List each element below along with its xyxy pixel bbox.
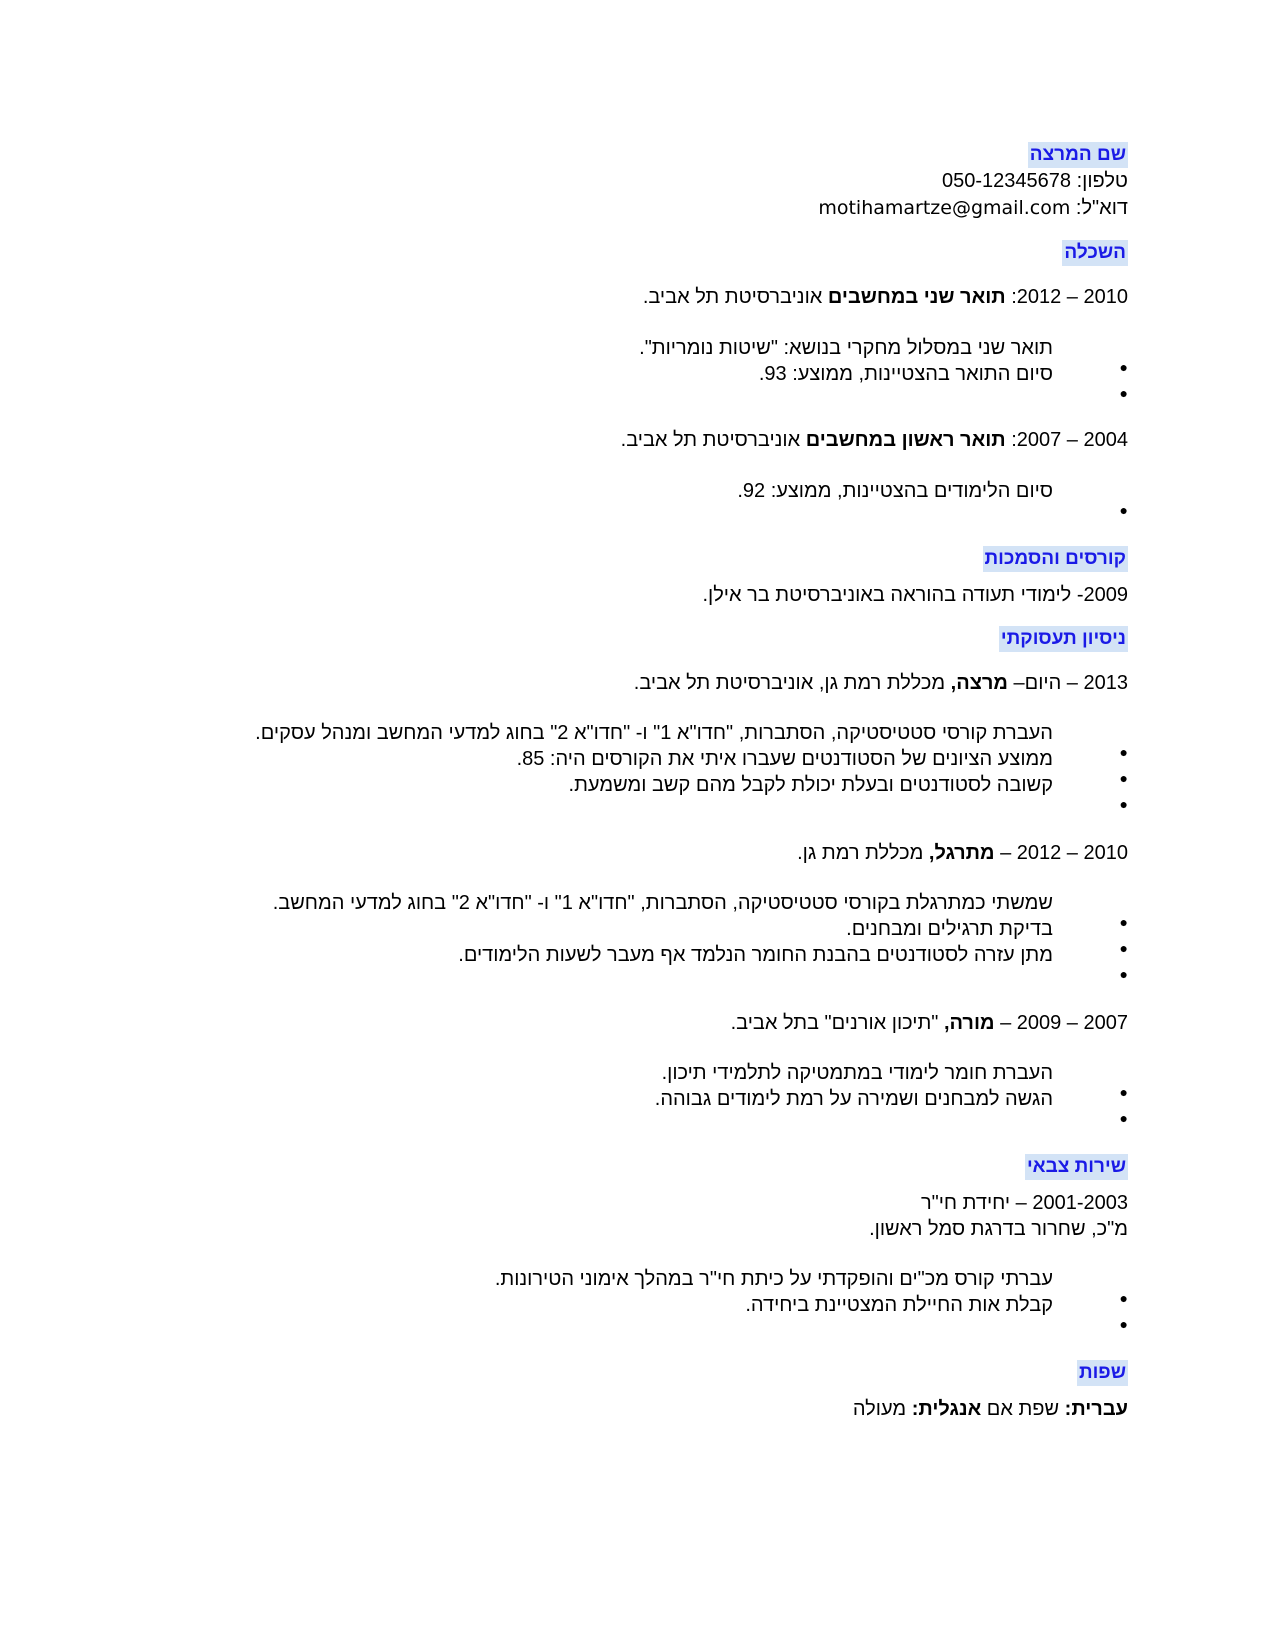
education-degree: תואר ראשון במחשבים xyxy=(805,429,1006,451)
experience-years: 2010 – 2012 – xyxy=(1000,842,1128,864)
courses-line: 2009- לימודי תעודה בהוראה באוניברסיטת בר אילן. xyxy=(702,584,1128,606)
list-item-text: מתן עזרה לסטודנטים בהבנת החומר הנלמד אף מעבר לשעות הלימודים. xyxy=(458,944,1053,966)
list-item xyxy=(639,335,1128,362)
list-item xyxy=(737,478,1128,505)
list-item xyxy=(846,916,1128,943)
education-institution: אוניברסיטת תל אביב. xyxy=(620,429,801,451)
education-degree: תואר שני במחשבים xyxy=(827,286,1006,308)
experience-role: מרצה, xyxy=(950,672,1008,694)
courses-heading: קורסים והסמכות xyxy=(983,546,1128,572)
military-line-2: מ"כ, שחרור בדרגת סמל ראשון. xyxy=(869,1218,1128,1240)
military-line-1: 2001-2003 – יחידת חי"ר xyxy=(920,1192,1128,1214)
list-item xyxy=(569,772,1128,799)
military-heading: שירות צבאי xyxy=(1025,1154,1128,1180)
list-item xyxy=(517,746,1128,773)
list-item-text: סיום התואר בהצטיינות, ממוצע: 93. xyxy=(758,363,1053,385)
list-item xyxy=(273,890,1128,917)
education-entry-1 xyxy=(643,284,1128,311)
list-item-text: עברתי קורס מכ"ים והופקדתי על כיתת חי"ר במהלך אימוני הטירונות. xyxy=(494,1268,1053,1290)
experience-years: 2007 – 2009 – xyxy=(1000,1012,1128,1034)
hebrew-level: שפת אם xyxy=(986,1398,1060,1420)
email-address: motihamartze@gmail.com xyxy=(818,197,1071,219)
list-item xyxy=(255,720,1128,747)
list-item-text: בדיקת תרגילים ומבחנים. xyxy=(846,918,1053,940)
experience-heading: ניסיון תעסוקתי xyxy=(999,626,1128,652)
list-item-text: העברת חומר לימודי במתמטיקה לתלמידי תיכון. xyxy=(661,1062,1053,1084)
candidate-name: שם המרצה xyxy=(1028,142,1128,168)
languages-heading: שפות xyxy=(1077,1360,1128,1386)
experience-years: 2013 – היום– xyxy=(1013,672,1128,694)
list-item xyxy=(745,1292,1128,1319)
experience-role: מתרגל, xyxy=(928,842,995,864)
education-institution: אוניברסיטת תל אביב. xyxy=(642,286,823,308)
list-item-text: הגשה למבחנים ושמירה על רמת לימודים גבוהה. xyxy=(654,1088,1053,1110)
list-item-text: העברת קורסי סטטיסטיקה, הסתברות, "חדו"א 1" ו- "חדו"א 2" בחוג למדעי המחשב ומנהל עסקים. xyxy=(255,722,1053,744)
list-item xyxy=(495,1266,1128,1293)
experience-place: "תיכון אורנים" בתל אביב. xyxy=(730,1012,939,1034)
english-label: אנגלית: xyxy=(911,1398,982,1420)
email-label: דוא"ל: xyxy=(1075,197,1128,219)
languages-line xyxy=(853,1396,1128,1423)
experience-role: מורה, xyxy=(943,1012,995,1034)
email-line xyxy=(818,195,1128,222)
education-heading: השכלה xyxy=(1062,240,1128,266)
experience-place: מכללת רמת גן, אוניברסיטת תל אביב. xyxy=(633,672,946,694)
education-entry-2 xyxy=(621,427,1128,454)
experience-entry-3 xyxy=(731,1010,1128,1037)
hebrew-label: עברית: xyxy=(1064,1398,1128,1420)
experience-entry-1 xyxy=(634,670,1128,697)
experience-entry-2 xyxy=(797,840,1128,867)
phone-label: טלפון: xyxy=(1076,170,1128,192)
list-item-text: קשובה לסטודנטים ובעלת יכולת לקבל מהם קשב ומשמעת. xyxy=(568,774,1053,796)
list-item-text: סיום הלימודים בהצטיינות, ממוצע: 92. xyxy=(737,480,1053,502)
english-level: מעולה xyxy=(852,1398,907,1420)
list-item-text: שמשתי כמתרגלת בקורסי סטטיסטיקה, הסתברות, "חדו"א 1" ו- "חדו"א 2" בחוג למדעי המחשב. xyxy=(272,892,1053,914)
list-item-text: תואר שני במסלול מחקרי בנושא: "שיטות נומריות". xyxy=(639,337,1053,359)
phone-line xyxy=(942,168,1128,195)
education-years: 2010 – 2012: xyxy=(1011,286,1128,308)
experience-place: מכללת רמת גן. xyxy=(797,842,924,864)
list-item xyxy=(458,942,1128,969)
education-years: 2004 – 2007: xyxy=(1011,429,1128,451)
list-item xyxy=(662,1060,1128,1087)
list-item-text: ממוצע הציונים של הסטודנטים שעברו איתי את הקורסים היה: 85. xyxy=(516,748,1053,770)
list-item xyxy=(759,361,1128,388)
list-item-text: קבלת אות החיילת המצטיינת ביחידה. xyxy=(745,1294,1053,1316)
list-item xyxy=(655,1086,1128,1113)
phone-number: 050-12345678 xyxy=(942,170,1072,192)
